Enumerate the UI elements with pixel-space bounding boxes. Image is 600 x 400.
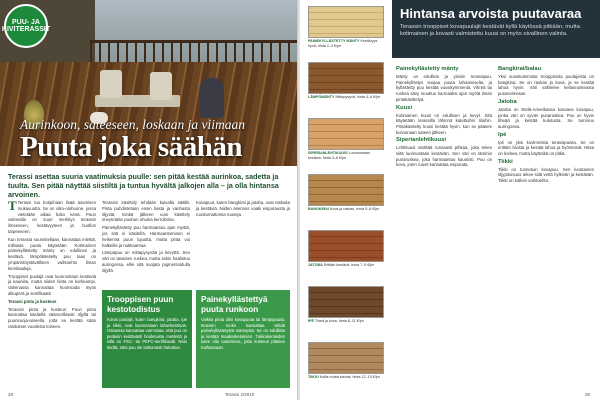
wood-sample-caption	[308, 319, 384, 324]
paragraph: Terassin pinta ja kosteus: Puun pinta kannattaa käsitellä säännöllisesti öljyllä tai puunsuoja-aineella, jotta se kestää sään rasitukset vuodesta toiseen.	[8, 306, 96, 329]
right-header	[392, 0, 600, 58]
deck-railing	[90, 40, 298, 64]
wood-sample-name: LÄMPÖMÄNTY	[308, 95, 335, 99]
wood-sample-description: Kestävyys hyvä, hinta 2–3 €/jm	[308, 39, 378, 48]
wood-sample	[308, 62, 384, 100]
wood-heading: Siperianlehtikuusi	[396, 137, 446, 144]
patio-chair	[100, 70, 122, 98]
wood-heading: Bangkirai/balau	[498, 66, 542, 72]
wood-sample-name: SIPERIANLEHTIKUUSI	[308, 151, 348, 155]
wood-heading: Kuusi	[396, 104, 413, 111]
wood-heading: Ipé	[498, 131, 507, 138]
left-page	[0, 0, 298, 400]
wood-sample-description: Luonnostaan kestävä, hinta 4–6 €/jm	[308, 151, 370, 160]
wood-type-column-a	[396, 64, 492, 170]
wood-samples-column	[300, 0, 381, 400]
paragraph: Trooppiset puulajit ovat luonnostaan kestäviä ja kauniita, mutta niiden hinta on korkeampi. Valinnassa kannattaa huomioida myös alkuperä ja sertifikaatit.	[8, 273, 96, 296]
wood-sample-name: JATOBA	[308, 263, 323, 267]
subheading: Terassi pinta ja kosteus	[8, 298, 57, 304]
right-title: Hintansa arvoista puutavaraa	[400, 6, 582, 21]
right-intro: Terassin trooppiset kovapuulajit kestävät kyllä käytössä pitkään, mutta kotimainen ja kovasti valmistettu kuusi on myös oivallinen valinta.	[400, 24, 580, 38]
info-box-tropical	[102, 290, 192, 388]
wood-heading: Jatoba	[498, 98, 517, 105]
paragraph: Kun terassia suunnitellaan, kannattaa miettiä, millaista puuta käytetään. Kotimainen painekyllästetty mänty on edullinen ja kestävä, lämpökäsitelty puu taas on ympäristöystävällinen vaihtoehto ilman kemikaaleja.	[8, 236, 96, 271]
box-text: Vaikka pinta olisi kovapuuta tai lämpöpuuta, terassin runko kannattaa tehdä painekyllästetystä männystä. Se on edullista ja kestää maakosketuksen. Tukirakenteiden tulee olla tuulettuvia, jotta kosteus pääsee haihtumaan.	[201, 317, 285, 350]
wood-sample-description: Mittapysyvä, hinta 4–6 €/jm	[335, 95, 381, 99]
wood-text: Ipé on yksi kovimmista terassipuista. Se on erittäin tiivistä ja kestää lahoa ja hyönteisiä. Hinta on korkea, mutta käyttöikä on pitkä.	[498, 139, 594, 157]
article-column-2	[102, 200, 190, 276]
wood-sample-caption	[308, 263, 384, 268]
wood-sample	[308, 286, 384, 324]
wood-sample-description: Erittäin kestävä, hinta 7–9 €/jm	[323, 263, 375, 267]
drop-cap: T	[8, 198, 17, 213]
wood-text: Kotimainen kuusi on edullinen ja kevyt. Sitä käytetään terassilla lähinnä katettuihin tiloihin. Pintakäsitelty kuusi kestää hyvin, kun se pääsee kuivumaan sateen jälkeen.	[396, 112, 492, 135]
wood-heading: Tiikki	[498, 158, 513, 165]
section-logo: PUU- JA KIVITERASSIT	[4, 4, 48, 48]
wood-sample-description: Kova ja raskas, hinta 5–8 €/jm	[329, 207, 380, 211]
article-column-1	[8, 200, 96, 332]
kicker: Aurinkoon, sateeseen, loskaan ja viimaan	[20, 117, 245, 132]
paragraph: T Terassi tuo kotipihaan lisää asumisen mukavuutta. Se on ulko-olohuone, jossa vietetään aikaa koko kesä. Puun valinnalla on suuri merkitys terassin ilmeeseen, kestävyyteen ja huollon tarpeeseen.	[8, 198, 96, 234]
right-page	[300, 0, 600, 400]
wood-sample-name: BANGKIRAI	[308, 207, 329, 211]
person	[200, 78, 224, 118]
page-number: 29	[585, 392, 591, 397]
wood-swatch-image	[308, 62, 384, 94]
box-title: Trooppisen puun kestotodistus	[107, 295, 174, 314]
box-text: Kovat puulajit, kuten bangkirai, jatoba, ipé ja tiikki, ovat luonnostaan lahonkestäviä. Ostaessa kannattaa varmistaa, että puu on peräisin kestävästi hoidetuista metsistä ja sillä on FSC- tai PEFC-sertifikaatti. Näin tiedät, ettei puu ole laittomasti hakattua.	[107, 317, 187, 350]
wood-sample-caption	[308, 207, 384, 212]
wood-text: Yksi suosituimmista trooppisista puulajeista on bangkirai. Se on raskas ja kova, ja se kestää lahoa hyvin. Väri vaihtelee kellanruskeasta punaruskeaan.	[498, 74, 594, 97]
wood-text: Mänty on edullisin ja yleisin terassipuu. Painekyllästys suojaa puuta lahoamiselta, ja kyllästetty puu kestää vuosikymmeniä. Vihreä tai ruskea sävy muuttuu harmaaksi ajan myötä ilman pintakäsittelyä.	[396, 74, 492, 102]
wood-type-column-b	[498, 64, 594, 186]
wood-sample-name: PAINEKYLLÄSTETTY MÄNTY	[308, 39, 360, 43]
wood-sample	[308, 342, 384, 380]
wood-swatch-image	[308, 174, 384, 206]
wood-sample-caption	[308, 39, 384, 48]
wood-text: Tiikki on tunnetuin kovapuu. Sen luontainen öljypitoisuus tekee siitä vettä hylkivän ja kestävän. Tiikki on kallein vaihtoehto.	[498, 166, 594, 184]
wood-sample-description: Tiheä ja kova, hinta 8–11 €/jm	[314, 319, 364, 323]
patio-chair	[150, 72, 172, 100]
page-number: 28	[8, 392, 14, 397]
wood-sample	[308, 174, 384, 212]
wood-swatch-image	[308, 342, 384, 374]
wood-heading: Painekyllästetty mänty	[396, 66, 459, 72]
paragraph: Lämpöpuu on mittapysyvää ja kevyttä. Sen väri on tasaisen ruskea, mutta sekin haalistuu auringossa, ellei sitä suojata pigmentoidulla öljyllä.	[102, 250, 190, 273]
wood-swatch-image	[308, 286, 384, 318]
wood-swatch-image	[308, 118, 384, 150]
wood-sample	[308, 118, 384, 160]
paragraph: Kovapuut, kuten bangkirai ja jatoba, ovat raskaita ja kestäviä. Niiden asennus vaatii esiporausta ja ruostumattomia ruuveja.	[196, 200, 290, 217]
wood-text: Lehtikuusi sisältää runsaasti pihkaa, joka tekee siitä luonnostaan kestävän. Sen väri on lämmin punaruskea, joka harmaantuu kauniisti. Puu on kova, joten ruuvit kannattaa esiporata.	[396, 145, 492, 168]
page-title: Puuta joka säähän	[20, 131, 242, 163]
wood-swatch-image	[308, 230, 384, 262]
paragraph: Terassin käsittely tehdään kuivalla säällä. Pinta puhdistetaan ensin liasta ja vanhasta öljystä, minkä jälkeen uusi käsittely imeytetään puuhun ohuina kerroksina.	[102, 200, 190, 223]
wood-sample-caption	[308, 151, 384, 160]
wood-sample	[308, 230, 384, 268]
box-title: Painekyllästettyä puuta runkoon	[201, 295, 268, 314]
wood-sample	[308, 6, 384, 48]
wood-sample-caption	[308, 95, 384, 100]
wood-sample-name: TIIKKI	[308, 375, 319, 379]
paragraph: Painekyllästetty puu harmaantuu ajan myötä, jos sitä ei käsitellä. Harmaantuminen ei heikennä puun lujuutta, mutta pinta voi halkeilla ja nukkaantua.	[102, 225, 190, 248]
article-column-3	[196, 200, 290, 219]
wood-sample-caption	[308, 375, 384, 380]
wood-sample-description: Kallis mutta kaunis, hinta 12–15 €/jm	[319, 375, 380, 379]
wood-text: Jatoba on Etelä-Amerikassa kasvava kovapuu, jonka väri on syvän punaruskea. Puu on hyvin tiheää ja kestää kulutusta. Se tummuu auringossa.	[498, 106, 594, 129]
lead-paragraph: Terassi asettaa suuria vaatimuksia puulle: sen pitää kestää aurinkoa, sadetta ja tuulta. Sen pitää näyttää siistiltä ja tuntua hyvältä jalkojen alla – ja olla hintansa arvoinen.	[8, 172, 279, 200]
wood-sample-name: IPÉ	[308, 319, 314, 323]
wood-swatch-image	[308, 6, 384, 38]
info-box-pressure-treated	[196, 290, 290, 388]
magazine-footer: Terassi 2/2010	[225, 392, 255, 397]
